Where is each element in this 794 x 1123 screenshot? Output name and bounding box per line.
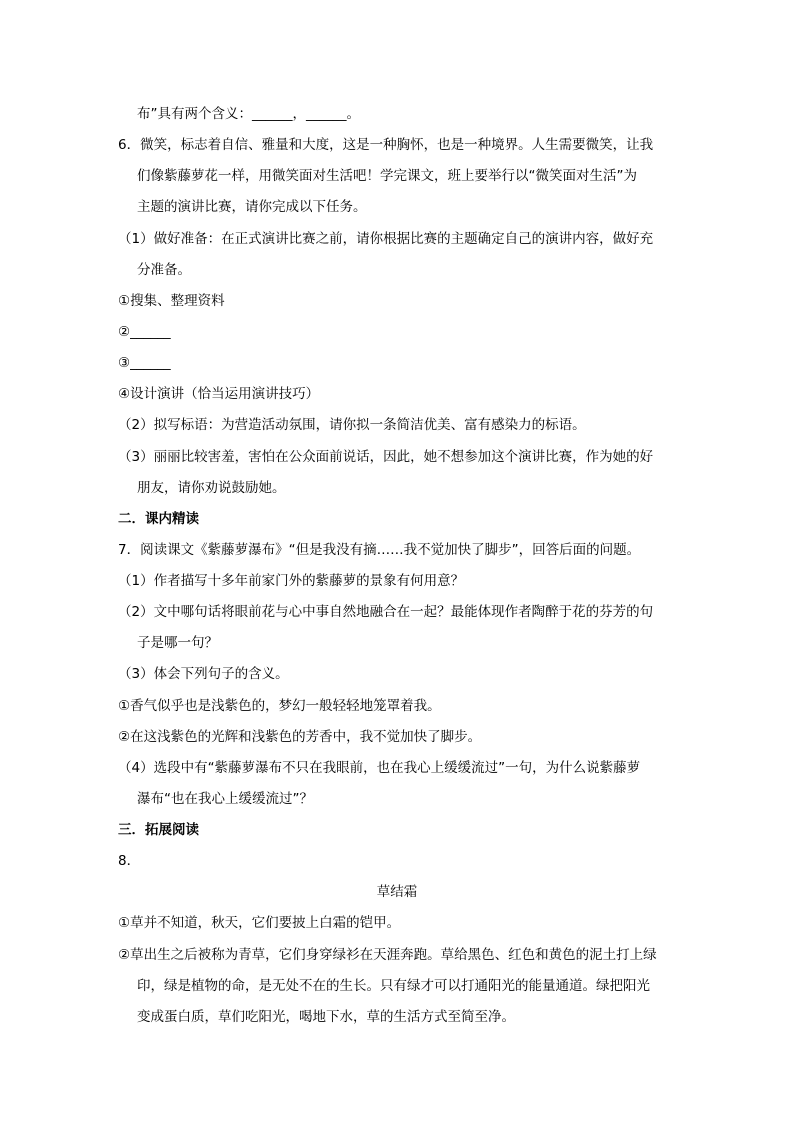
- passage-para-2-line-2: 印，绿是植物的命，是无处不在的生长。只有绿才可以打通阳光的能量通道。绿把阳光: [137, 978, 650, 994]
- q7-sub2-line-1: （2）文中哪句话将眼前花与心中事自然地融合在一起？最能体现作者陶醉于花的芬芳的句: [118, 604, 654, 620]
- q5-continuation: 布”具有两个含义：______，______。: [137, 106, 360, 122]
- q6-step-1: ①搜集、整理资料: [118, 293, 225, 309]
- q7-sub3: （3）体会下列句子的含义。: [118, 666, 289, 682]
- q7-sub2-line-2: 子是哪一句？: [137, 635, 218, 651]
- q6-task1-line-2: 分准备。: [137, 262, 191, 278]
- section-heading-3: 三．拓展阅读: [118, 822, 199, 838]
- passage-para-2-line-1: ②草出生之后被称为青草，它们身穿绿衫在天涯奔跑。草给黑色、红色和黄色的泥土打上绿: [118, 947, 657, 963]
- q6-step-3-blank: ③______: [118, 355, 171, 371]
- q6-stem-line-1: 6．微笑，标志着自信、雅量和大度，这是一种胸怀，也是一种境界。人生需要微笑，让我: [118, 137, 654, 153]
- q6-step-4: ④设计演讲（恰当运用演讲技巧）: [118, 386, 320, 402]
- passage-para-2-line-3: 变成蛋白质，草们吃阳光，喝地下水，草的生活方式至简至净。: [137, 1009, 515, 1025]
- q6-stem-line-2: 们像紫藤萝花一样，用微笑面对生活吧！学完课文，班上要举行以“微笑面对生活”为: [137, 168, 637, 184]
- q6-task3-line-2: 朋友，请你劝说鼓励她。: [137, 480, 286, 496]
- q7-sentence-1: ①香气似乎也是浅紫色的，梦幻一般轻轻地笼罩着我。: [118, 698, 441, 714]
- q6-stem-line-3: 主题的演讲比赛，请你完成以下任务。: [137, 199, 367, 215]
- q7-sub4-line-2: 瀑布“也在我心上缓缓流过”？: [137, 791, 313, 807]
- passage-para-1: ①草并不知道，秋天，它们要披上白霜的铠甲。: [118, 915, 401, 931]
- q7-stem: 7．阅读课文《紫藤萝瀑布》“但是我没有摘……我不觉加快了脚步”，回答后面的问题。: [118, 542, 641, 558]
- q6-task3-line-1: （3）丽丽比较害羞，害怕在公众面前说话，因此，她不想参加这个演讲比赛，作为她的好: [118, 449, 654, 465]
- q6-task2: （2）拟写标语：为营造活动氛围，请你拟一条简洁优美、富有感染力的标语。: [118, 417, 586, 433]
- q7-sub4-line-1: （4）选段中有“紫藤萝瀑布不只在我眼前，也在我心上缓缓流过”一句，为什么说紫藤萝: [118, 760, 641, 776]
- q7-sentence-2: ②在这浅紫色的光辉和浅紫色的芳香中，我不觉加快了脚步。: [118, 729, 482, 745]
- section-heading-2: 二．课内精读: [118, 511, 199, 527]
- q7-sub1: （1）作者描写十多年前家门外的紫藤萝的景象有何用意？: [118, 573, 465, 589]
- q6-task1-line-1: （1）做好准备：在正式演讲比赛之前，请你根据比赛的主题确定自己的演讲内容，做好充: [118, 231, 654, 247]
- q8-number: 8．: [118, 853, 141, 869]
- q6-step-2-blank: ②______: [118, 324, 171, 340]
- passage-title: 草结霜: [376, 884, 418, 900]
